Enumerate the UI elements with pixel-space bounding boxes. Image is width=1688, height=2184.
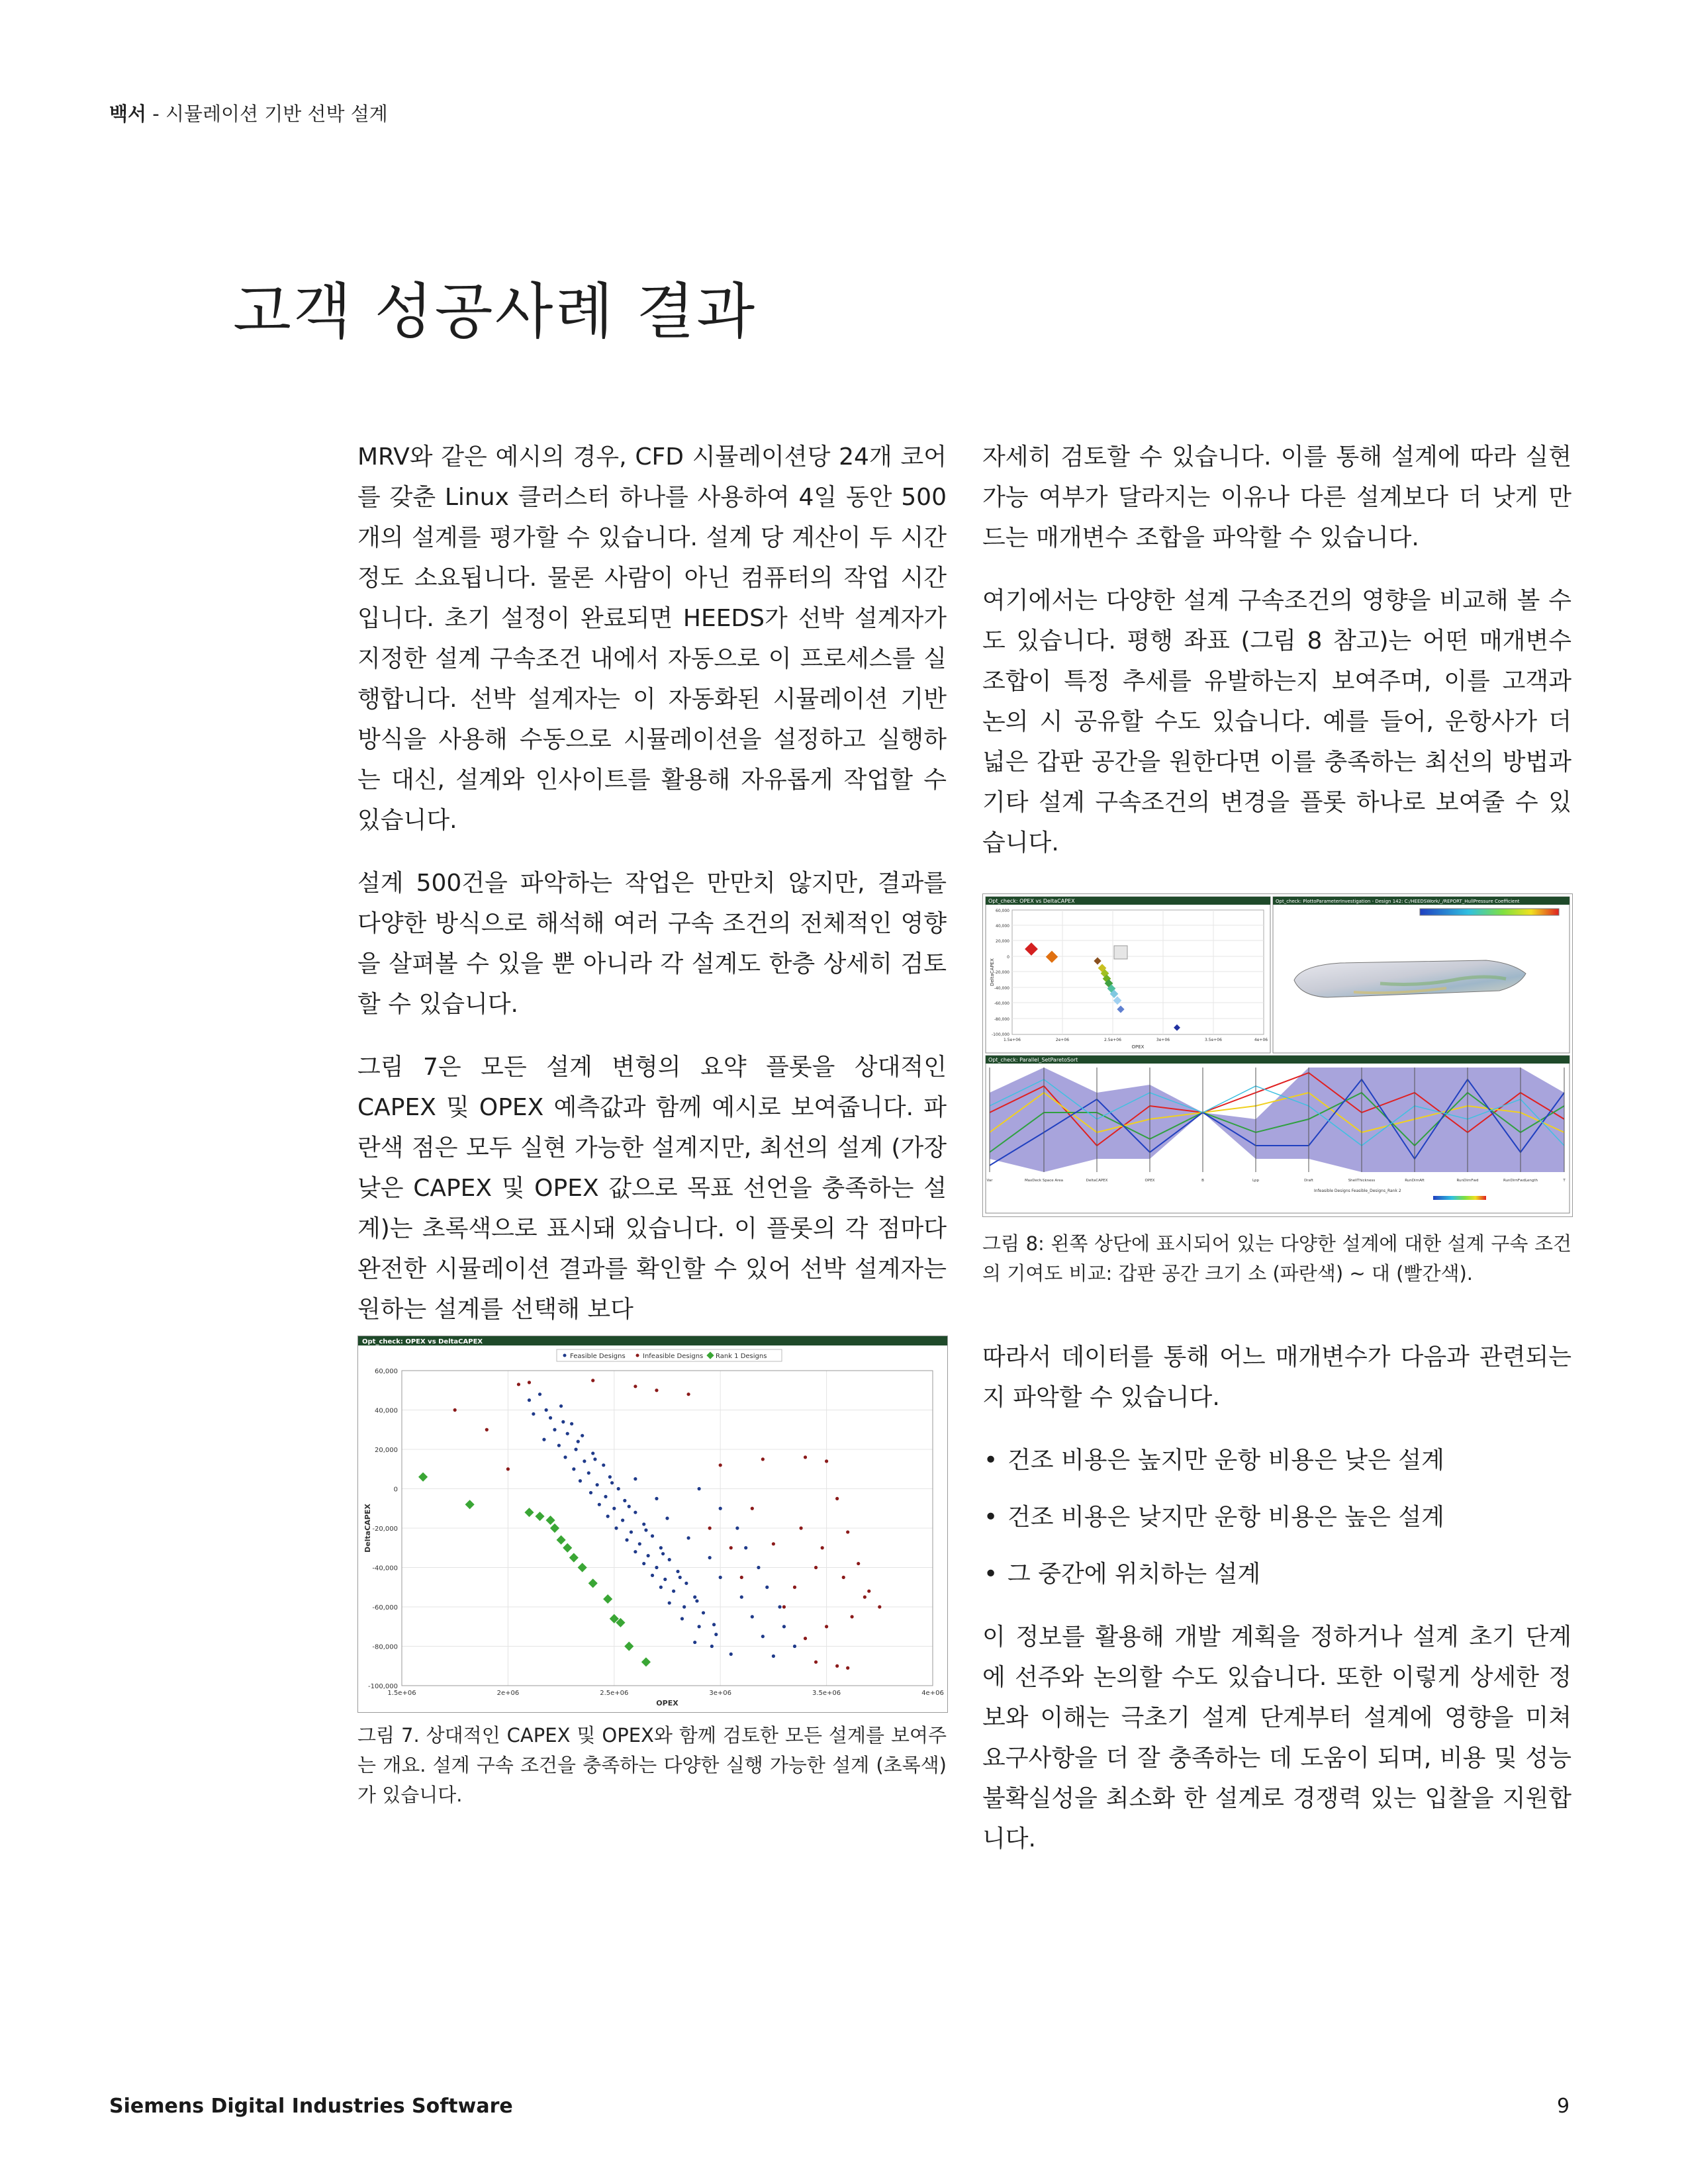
fig8-xlabel: OPEX xyxy=(1131,1044,1145,1050)
feasible-design-point xyxy=(614,1526,618,1529)
feasible-design-point xyxy=(579,1479,582,1482)
running-header xyxy=(109,99,388,126)
fig8-axis-name: Draft xyxy=(1304,1179,1313,1183)
figure-7-chart xyxy=(357,1336,948,1713)
feasible-design-point xyxy=(625,1538,628,1541)
feasible-design-point xyxy=(684,1582,688,1585)
feasible-design-point xyxy=(655,1566,658,1569)
page-number: 9 xyxy=(1557,2095,1570,2118)
x-tick-label: 2.5e+06 xyxy=(600,1690,629,1697)
feasible-design-point xyxy=(570,1422,573,1426)
y-axis-ticks xyxy=(368,1368,398,1690)
feasible-design-point xyxy=(655,1497,658,1500)
list-item xyxy=(982,1440,1571,1480)
paragraph: 여기에서는 다양한 설계 구속조건의 영향을 비교해 볼 수도 있습니다. 평행 좌표 (그림 8 참고)는 어떤 매개변수 조합이 특정 추세를 유발하는지 보여주며, 이를 고객과 논의 시 공유할 수도 있습니다. 예를 들어, 운항사가 더 넓은 갑판 공간을 원한다면 이를 충족하는 최선의 방법과 기타 설계 구속조건의 변경을 플롯 하나로 보여줄 수 있습니다. xyxy=(982,587,1571,856)
infeasible-design-point xyxy=(453,1408,457,1412)
feasible-design-point xyxy=(740,1596,743,1599)
rank1-design-point xyxy=(578,1563,587,1572)
feasible-design-point xyxy=(598,1503,601,1506)
feasible-design-point xyxy=(751,1615,754,1618)
infeasible-design-point xyxy=(825,1625,828,1628)
fig8-ylabel: DeltaCAPEX xyxy=(990,958,995,986)
feasible-design-point xyxy=(589,1491,592,1494)
rank1-design-point xyxy=(465,1500,475,1509)
paragraph: 따라서 데이터를 통해 어느 매개변수가 다음과 관련되는지 파악할 수 있습니다. xyxy=(982,1343,1571,1411)
feasible-design-point xyxy=(553,1428,556,1432)
x-axis-label: OPEX xyxy=(656,1699,679,1707)
feasible-design-point xyxy=(642,1562,645,1565)
feasible-design-point xyxy=(559,1404,563,1408)
feasible-design-point xyxy=(757,1566,760,1569)
rank1-design-point xyxy=(624,1641,633,1651)
infeasible-design-point xyxy=(846,1666,849,1670)
infeasible-design-point xyxy=(772,1542,775,1545)
feasible-design-point xyxy=(680,1617,684,1620)
fig8-xtick: 2e+06 xyxy=(1055,1038,1070,1042)
feasible-design-point xyxy=(708,1556,712,1559)
y-tick-label: -40,000 xyxy=(372,1565,398,1572)
paragraph: MRV와 같은 예시의 경우, CFD 시뮬레이션당 24개 코어를 갖춘 Linux 클러스터 하나를 사용하여 4일 동안 500개의 설계를 평가할 수 있습니다. 설계 당 계산이 두 시간 정도 소요됩니다. 물론 사람이 아닌 컴퓨터의 작업 시간입니다. 초기 설정이 완료되면 HEEDS가 선박 설계자가 지정한 설계 구속조건 내에서 자동으로 이 프로세스를 실행합니다. 선박 설계자는 이 자동화된 시뮬레이션 기반 방식을 사용해 수동으로 시뮬레이션을 설정하고 실행하는 대신, 설계와 인사이트를 활용해 자유롭게 작업할 수 있습니다. xyxy=(357,443,947,834)
fig8-xtick: 4e+06 xyxy=(1254,1038,1268,1042)
feasible-design-point xyxy=(581,1434,584,1437)
feasible-design-point xyxy=(606,1515,610,1518)
feasible-design-point xyxy=(532,1412,535,1416)
rank1-design-point xyxy=(535,1512,544,1521)
feasible-design-point xyxy=(561,1420,565,1424)
fig8-axis-name: MaxDeck Space Area xyxy=(1024,1179,1064,1183)
y-tick-label: -80,000 xyxy=(372,1643,398,1651)
fig8-legend: Infeasible Designs Feasible_Designs_Rank 2 xyxy=(1314,1189,1401,1193)
infeasible-design-point xyxy=(751,1507,754,1510)
feasible-design-point xyxy=(574,1447,577,1451)
fig8-ytick: -60,000 xyxy=(994,1001,1009,1006)
list-item-text: 건조 비용은 낮지만 운항 비용은 높은 설계 xyxy=(1008,1504,1444,1531)
fig8-ytick: 0 xyxy=(1007,955,1009,960)
rank1-design-point xyxy=(557,1535,566,1545)
right-column-bottom xyxy=(982,1337,1571,1882)
y-axis-label: DeltaCAPEX xyxy=(363,1504,372,1553)
feasible-design-point xyxy=(665,1517,669,1520)
y-tick-label: 60,000 xyxy=(375,1368,398,1375)
feasible-design-point xyxy=(617,1487,620,1490)
fig8-colorbar xyxy=(1420,909,1559,915)
list-item-text: 그 중간에 위치하는 설계 xyxy=(1008,1561,1261,1588)
feasible-design-point xyxy=(608,1475,612,1479)
fig8-axis-name: RunDirnFwd xyxy=(1456,1179,1479,1183)
feasible-design-point xyxy=(778,1605,781,1608)
feasible-design-point xyxy=(545,1408,548,1412)
feasible-design-point xyxy=(712,1623,716,1626)
feasible-design-point xyxy=(682,1605,686,1608)
infeasible-design-point xyxy=(863,1596,867,1599)
feasible-design-point xyxy=(695,1599,698,1602)
footer-company: Siemens Digital Industries Software xyxy=(109,2095,513,2118)
x-tick-label: 3.5e+06 xyxy=(812,1690,841,1697)
infeasible-design-point xyxy=(850,1615,853,1618)
feasible-design-point xyxy=(714,1633,718,1636)
feasible-design-point xyxy=(538,1392,541,1396)
feasible-design-point xyxy=(793,1645,796,1648)
fig8-xtick: 2.5e+06 xyxy=(1104,1038,1121,1042)
infeasible-design-point xyxy=(708,1526,712,1529)
fig8-hull-title: Opt_check: PlottoParameterInvestigation - Design 142: C:/HEEDSWork/_/REPORT_HullPressure Coefficient xyxy=(1276,899,1520,904)
infeasible-design-point xyxy=(633,1385,637,1388)
feasible-design-point xyxy=(686,1536,690,1539)
fig8-axis-name: Var xyxy=(986,1179,993,1183)
feasible-design-point xyxy=(557,1443,561,1447)
feasible-design-point xyxy=(663,1578,667,1581)
feasible-design-point xyxy=(698,1487,701,1490)
infeasible-design-point xyxy=(506,1467,510,1471)
chart-legend xyxy=(557,1349,782,1361)
infeasible-design-point xyxy=(740,1576,743,1579)
fig8-axis-name: ShellThickness xyxy=(1348,1179,1376,1183)
figure-7-scatter-plot xyxy=(358,1336,947,1712)
feasible-design-point xyxy=(621,1519,624,1522)
feasible-design-point xyxy=(772,1655,775,1658)
header-separator: - xyxy=(146,103,165,125)
fig8-scatter-title: Opt_check: OPEX vs DeltaCAPEX xyxy=(988,898,1075,904)
bullet-list xyxy=(982,1440,1571,1594)
infeasible-design-point xyxy=(761,1457,765,1461)
legend-swatch xyxy=(563,1354,567,1357)
fig8-ytick: 20,000 xyxy=(996,939,1009,944)
rank1-design-point xyxy=(563,1543,572,1553)
feasible-design-point xyxy=(693,1596,696,1599)
fig8-axis-name: RunDirnAft xyxy=(1405,1179,1425,1183)
bullet-dot: • xyxy=(984,1447,998,1474)
feasible-design-point xyxy=(729,1653,733,1656)
infeasible-design-point xyxy=(825,1459,828,1463)
right-column-top xyxy=(982,437,1571,886)
feasible-design-point xyxy=(623,1499,626,1502)
y-tick-label: 40,000 xyxy=(375,1407,398,1415)
fig8-ytick: -100,000 xyxy=(992,1032,1009,1037)
feasible-design-point xyxy=(638,1542,641,1545)
fig8-ytick: -20,000 xyxy=(994,970,1009,975)
list-item xyxy=(982,1554,1571,1594)
left-column xyxy=(357,437,947,1352)
rank1-design-point xyxy=(569,1553,579,1563)
feasible-design-point xyxy=(633,1550,637,1553)
feasible-design-point xyxy=(676,1570,679,1573)
paragraph: 설계 500건을 파악하는 작업은 만만치 않지만, 결과를 다양한 방식으로 해석해 여러 구속 조건의 전체적인 영향을 살펴볼 수 있을 뿐 아니라 각 설계도 한층 상세히 검토할 수 있습니다. xyxy=(357,870,947,1018)
feasible-design-point xyxy=(577,1440,580,1443)
feasible-design-point xyxy=(583,1459,586,1463)
infeasible-design-point xyxy=(719,1463,722,1467)
y-tick-label: -60,000 xyxy=(372,1604,398,1612)
fig8-ytick: 40,000 xyxy=(996,924,1009,929)
list-item xyxy=(982,1497,1571,1537)
legend-label: Infeasible Designs xyxy=(643,1353,704,1360)
feasible-design-point xyxy=(744,1546,747,1549)
rank1-design-point xyxy=(545,1516,555,1525)
fig8-axis-name: B xyxy=(1201,1179,1204,1183)
infeasible-design-point xyxy=(782,1605,786,1608)
figure-8-dashboard xyxy=(982,893,1573,1217)
feasible-design-point xyxy=(542,1438,545,1441)
feasible-design-point xyxy=(566,1432,569,1435)
rank1-design-point xyxy=(603,1594,612,1604)
feasible-design-point xyxy=(659,1546,663,1549)
x-tick-label: 2e+06 xyxy=(496,1690,520,1697)
paragraph: 이 정보를 활용해 개발 계획을 정하거나 설계 초기 단계에 선주와 논의할 수도 있습니다. 또한 이렇게 상세한 정보와 이해는 극초기 설계 단계부터 설계에 영향을 미쳐 요구사항을 더 잘 충족하는 데 도움이 되며, 비용 및 성능 불확실성을 최소화 한 설계로 경쟁력 있는 입찰을 지원합니다. xyxy=(982,1623,1571,1852)
y-tick-label: -20,000 xyxy=(372,1525,398,1533)
feasible-design-point xyxy=(528,1398,531,1402)
infeasible-design-point xyxy=(857,1562,860,1565)
feasible-design-point xyxy=(668,1558,671,1561)
feasible-design-point xyxy=(572,1467,575,1471)
bullet-dot: • xyxy=(984,1504,998,1531)
feasible-design-point xyxy=(642,1522,645,1525)
feasible-design-point xyxy=(593,1457,596,1461)
infeasible-design-point xyxy=(591,1379,594,1382)
fig8-axis-name: DeltaCAPEX xyxy=(1086,1179,1108,1183)
infeasible-design-point xyxy=(835,1664,839,1668)
feasible-design-point xyxy=(659,1586,663,1589)
fig8-xtick: 3.5e+06 xyxy=(1205,1038,1222,1042)
data-points xyxy=(418,1379,881,1670)
fig8-parallel-title: Opt_check: Parallel_SetParetoSort xyxy=(988,1057,1078,1063)
paragraph: 그림 7은 모든 설계 변형의 요약 플롯을 상대적인 CAPEX 및 OPEX 예측값과 함께 예시로 보여줍니다. 파란색 점은 모두 실현 가능한 설계지만, 최선의 설계 (가장 낮은 CAPEX 및 OPEX 값으로 목표 선언을 충족하는 설계)는 초록색으로 표시돼 있습니다. 이 플롯의 각 점마다 완전한 시뮬레이션 결과를 확인할 수 있어 선박 설계자는 원하는 설계를 선택해 보다 xyxy=(357,1054,947,1323)
fig8-xtick: 1.5e+06 xyxy=(1004,1038,1021,1042)
infeasible-design-point xyxy=(804,1455,807,1459)
rank1-design-point xyxy=(641,1657,651,1666)
infeasible-design-point xyxy=(485,1428,489,1432)
fig8-axis-name: T xyxy=(1563,1179,1566,1183)
header-subtitle: 시뮬레이션 기반 선박 설계 xyxy=(165,103,388,125)
infeasible-design-point xyxy=(729,1546,733,1549)
feasible-design-point xyxy=(668,1601,671,1604)
figure-7-caption: 그림 7. 상대적인 CAPEX 및 OPEX와 함께 검토한 모든 설계를 보여주는 개요. 설계 구속 조건을 충족하는 다양한 실행 가능한 설계 (초록색)가 있습니다. xyxy=(357,1724,947,1806)
feasible-design-point xyxy=(693,1641,696,1644)
feasible-design-point xyxy=(630,1530,633,1533)
infeasible-design-point xyxy=(846,1530,849,1533)
infeasible-design-point xyxy=(655,1388,658,1392)
infeasible-design-point xyxy=(867,1590,870,1593)
infeasible-design-point xyxy=(517,1383,520,1386)
legend-swatch xyxy=(636,1354,639,1357)
feasible-design-point xyxy=(591,1451,594,1455)
infeasible-design-point xyxy=(835,1497,839,1500)
chart-grid xyxy=(402,1371,933,1686)
infeasible-design-point xyxy=(528,1381,531,1384)
feasible-design-point xyxy=(604,1495,607,1498)
fig8-ytick: 60,000 xyxy=(996,909,1009,913)
feasible-design-point xyxy=(735,1526,739,1529)
legend-label: Rank 1 Designs xyxy=(716,1353,767,1360)
y-tick-label: 0 xyxy=(393,1486,398,1494)
infeasible-design-point xyxy=(804,1637,807,1640)
feasible-design-point xyxy=(761,1635,765,1638)
paragraph: 자세히 검토할 수 있습니다. 이를 통해 설계에 따라 실현 가능 여부가 달라지는 이유나 다른 설계보다 더 낫게 만드는 매개변수 조합을 파악할 수 있습니다. xyxy=(982,443,1571,551)
feasible-design-point xyxy=(719,1507,722,1510)
feasible-design-point xyxy=(702,1611,705,1614)
rank1-design-point xyxy=(550,1524,559,1533)
bullet-dot: • xyxy=(984,1561,998,1588)
feasible-design-point xyxy=(647,1554,650,1557)
feasible-design-point xyxy=(644,1528,647,1531)
rank1-design-point xyxy=(524,1508,534,1517)
y-tick-label: 20,000 xyxy=(375,1447,398,1454)
feasible-design-point xyxy=(596,1483,599,1486)
x-axis-ticks xyxy=(387,1690,943,1697)
feasible-design-point xyxy=(602,1463,605,1467)
x-tick-label: 4e+06 xyxy=(921,1690,944,1697)
feasible-design-point xyxy=(628,1505,631,1508)
fig8-axis-name: OPEX xyxy=(1145,1179,1155,1183)
feasible-design-point xyxy=(672,1590,675,1593)
list-item-text: 건조 비용은 높지만 운항 비용은 낮은 설계 xyxy=(1008,1447,1444,1474)
feasible-design-point xyxy=(782,1625,786,1628)
feasible-design-point xyxy=(563,1455,567,1459)
rank1-design-point xyxy=(588,1578,598,1588)
x-tick-label: 1.5e+06 xyxy=(387,1690,416,1697)
feasible-design-point xyxy=(549,1416,552,1420)
feasible-design-point xyxy=(612,1507,616,1510)
infeasible-design-point xyxy=(878,1605,881,1608)
infeasible-design-point xyxy=(821,1546,824,1549)
feasible-design-point xyxy=(698,1625,701,1628)
infeasible-design-point xyxy=(800,1526,803,1529)
figure-8-graphic xyxy=(983,894,1572,1216)
fig7-panel-title: Opt_check: OPEX vs DeltaCAPEX xyxy=(362,1338,483,1345)
feasible-design-point xyxy=(651,1574,654,1577)
infeasible-design-point xyxy=(814,1661,818,1664)
fig8-axis-name: RunDirnFwdLength xyxy=(1503,1179,1538,1183)
y-tick-label: -100,000 xyxy=(368,1683,398,1690)
feasible-design-point xyxy=(633,1477,637,1480)
page-title: 고객 성공사례 결과 xyxy=(233,277,757,347)
infeasible-design-point xyxy=(686,1392,690,1396)
header-brand: 백서 xyxy=(109,103,147,125)
x-tick-label: 3e+06 xyxy=(709,1690,732,1697)
feasible-design-point xyxy=(610,1481,614,1484)
feasible-design-point xyxy=(587,1471,590,1475)
rank1-design-point xyxy=(418,1473,428,1482)
fig8-axis-name: Lpp xyxy=(1252,1179,1260,1183)
infeasible-design-point xyxy=(793,1586,796,1589)
infeasible-design-point xyxy=(814,1566,818,1569)
feasible-design-point xyxy=(651,1534,654,1537)
legend-label: Feasible Designs xyxy=(570,1353,626,1360)
figure-8-caption: 그림 8: 왼쪽 상단에 표시되어 있는 다양한 설계에 대한 설계 구속 조건의 기여도 비교: 갑판 공간 크기 소 (파란색) ~ 대 (빨간색). xyxy=(982,1232,1571,1285)
fig8-ytick: -40,000 xyxy=(994,986,1009,991)
feasible-design-point xyxy=(710,1645,714,1648)
infeasible-design-point xyxy=(842,1576,845,1579)
fig8-ytick: -80,000 xyxy=(994,1017,1009,1022)
feasible-design-point xyxy=(633,1511,637,1514)
feasible-design-point xyxy=(719,1576,722,1579)
feasible-design-point xyxy=(661,1552,665,1555)
feasible-design-point xyxy=(765,1586,769,1589)
fig8-xtick: 3e+06 xyxy=(1156,1038,1170,1042)
feasible-design-point xyxy=(679,1576,682,1579)
